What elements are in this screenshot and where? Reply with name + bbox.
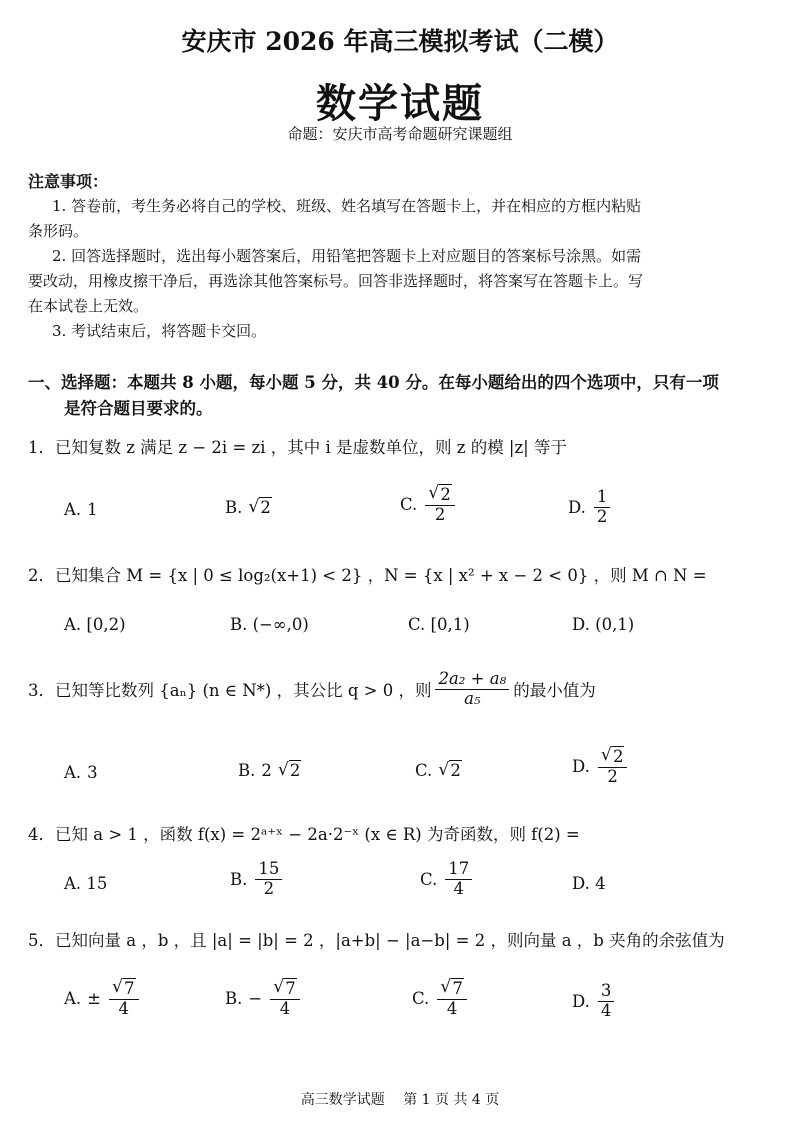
q5-option-c[interactable]: [412, 978, 469, 1019]
q2-option-b[interactable]: B. (−∞,0): [230, 615, 309, 634]
subject-title: 数学试题: [316, 81, 484, 127]
option-value: 3: [87, 763, 98, 782]
option-label: C.: [420, 869, 438, 889]
q5-option-a[interactable]: [64, 978, 141, 1019]
q5-option-d[interactable]: [572, 982, 616, 1021]
q3-option-a[interactable]: [64, 763, 98, 782]
coefficient: 2: [261, 760, 272, 780]
exam-title: 安庆市 2026 年高三模拟考试（二模）: [181, 27, 619, 56]
notice-line: 3. 考试结束后，将答题卡交回。: [52, 322, 267, 340]
option-label: B.: [225, 497, 243, 517]
option-label: B.: [238, 760, 256, 780]
option-label: D.: [572, 991, 590, 1011]
q2-option-d[interactable]: D. (0,1): [572, 615, 635, 634]
q1-option-c[interactable]: [400, 484, 457, 525]
q3-option-b[interactable]: [238, 760, 301, 781]
sqrt: √ 2: [248, 497, 271, 517]
q3-option-d[interactable]: [572, 746, 629, 787]
option-label: C.: [400, 494, 418, 514]
sign: ±: [87, 988, 101, 1008]
option-label: A.: [64, 500, 82, 519]
q3-option-c[interactable]: [415, 760, 462, 781]
notice-line: 在本试卷上无效。: [28, 297, 149, 315]
section-heading-continued: 是符合题目要求的。: [64, 399, 213, 418]
question-3-stem: [28, 670, 596, 709]
fraction: √ 2 2: [598, 746, 628, 787]
notice-line: 2. 回答选择题时，选出每小题答案后，用铅笔把答题卡上对应题目的答案标号涂黑。如需: [52, 247, 642, 265]
option-label: D.: [572, 756, 590, 776]
q4-option-d[interactable]: D. 4: [572, 874, 606, 893]
section-heading: 一、选择题：本题共 8 小题，每小题 5 分，共 40 分。在每小题给出的四个选项中，只有一项: [28, 373, 719, 392]
notice-heading: 注意事项：: [28, 172, 109, 191]
sqrt: √ 2: [438, 760, 461, 780]
option-label: B.: [225, 988, 243, 1008]
fraction: $\frac{15}{2}$: [255, 860, 282, 899]
q1-option-b[interactable]: [225, 497, 272, 518]
notice-line: 条形码。: [28, 222, 89, 240]
question-5-stem: 5．已知向量 a ，b ，且 |a| = |b| = 2 ，|a+b| − |a−b| = 2 ，则向量 a ，b 夹角的余弦值为: [28, 931, 725, 950]
q1-option-a[interactable]: [64, 500, 98, 519]
option-label: A.: [64, 763, 82, 782]
fraction: $\frac{\text{2a₂ + a₈}}{\text{a₅}}$: [435, 670, 509, 709]
q2-option-c[interactable]: C. [0,1): [408, 615, 470, 634]
option-label: B.: [230, 869, 248, 889]
proposer-line: 命题：安庆市高考命题研究课题组: [287, 125, 513, 143]
option-label: A.: [64, 988, 82, 1008]
sign: −: [248, 988, 263, 1008]
q4-option-c[interactable]: [420, 860, 474, 899]
q4-option-a[interactable]: A. 15: [64, 874, 108, 893]
fraction: √ 7 4: [437, 978, 467, 1019]
notice-line: 1. 答卷前，考生务必将自己的学校、班级、姓名填写在答题卡上，并在相应的方框内粘贴: [52, 197, 642, 215]
q2-option-a[interactable]: A. [0,2): [64, 615, 126, 634]
option-label: C.: [415, 760, 433, 780]
q1-option-d[interactable]: [568, 488, 612, 527]
fraction: $\frac{17}{4}$: [445, 860, 472, 899]
question-1-stem: 1．已知复数 z 满足 z − 2i = zi ，其中 i 是虚数单位，则 z 的模 |z| 等于: [28, 438, 567, 457]
option-value: 1: [87, 500, 98, 519]
fraction: √ 7 4: [109, 978, 139, 1019]
fraction: √ 7 4: [270, 978, 300, 1019]
question-2-stem: 2．已知集合 M = {x | 0 ≤ log₂(x+1) < 2} ，N = {x | x² + x − 2 < 0} ，则 M ∩ N =: [28, 566, 707, 585]
question-4-stem: 4．已知 a > 1 ，函数 f(x) = 2ᵃ⁺ˣ − 2a·2⁻ˣ (x ∈ R) 为奇函数，则 f(2) =: [28, 825, 580, 844]
option-label: D.: [568, 497, 586, 517]
sqrt: √ 2: [277, 760, 301, 780]
notice-line: 要改动，用橡皮擦干净后，再选涂其他答案标号。回答非选择题时，将答案写在答题卡上。写: [28, 272, 644, 290]
fraction: $\frac{1}{2}$: [594, 488, 611, 527]
stem-text: 的最小值为: [513, 681, 596, 701]
q5-option-b[interactable]: [225, 978, 302, 1019]
stem-text: 3．已知等比数列 {aₙ} (n ∈ N*) ，其公比 q > 0 ，则: [28, 681, 432, 701]
fraction: √ 2 2: [425, 484, 455, 525]
page-footer: 高三数学试题 第 1 页 共 4 页: [300, 1092, 500, 1108]
option-label: C.: [412, 988, 430, 1008]
fraction: $\frac{3}{4}$: [598, 982, 615, 1021]
q4-option-b[interactable]: [230, 860, 284, 899]
